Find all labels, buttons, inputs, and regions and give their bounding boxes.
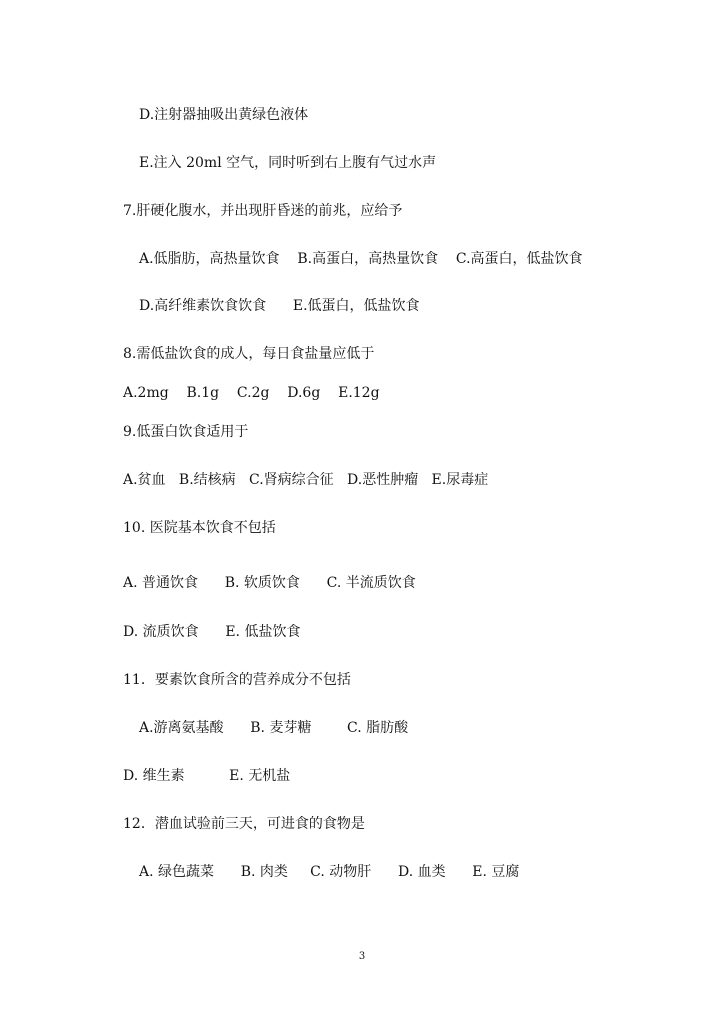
question-10: 10. 医院基本饮食不包括 — [123, 520, 276, 536]
question-7-options-abc: A.低脂肪，高热量饮食 B.高蛋白，高热量饮食 C.高蛋白，低盐饮食 — [139, 251, 583, 267]
question-9-options: A.贫血 B.结核病 C.肾病综合征 D.恶性肿瘤 E.尿毒症 — [123, 472, 489, 488]
question-7-options-de: D.高纤维素饮食饮食 E.低蛋白，低盐饮食 — [139, 298, 420, 314]
question-9: 9.低蛋白饮食适用于 — [123, 424, 249, 440]
question-8: 8.需低盐饮食的成人，每日食盐量应低于 — [123, 346, 375, 362]
option-line-e-air-injection: E.注入 20ml 空气，同时听到右上腹有气过水声 — [139, 155, 437, 171]
question-10-options-de: D. 流质饮食 E. 低盐饮食 — [123, 624, 301, 640]
question-11-options-de: D. 维生素 E. 无机盐 — [123, 768, 291, 784]
question-8-options: A.2mg B.1g C.2g D.6g E.12g — [123, 385, 380, 401]
question-11: 11．要素饮食所含的营养成分不包括 — [123, 672, 351, 688]
question-12: 12．潜血试验前三天，可进食的食物是 — [123, 816, 365, 832]
page-number: 3 — [358, 951, 366, 962]
question-7: 7.肝硬化腹水，并出现肝昏迷的前兆，应给予 — [123, 203, 403, 219]
question-12-options: A. 绿色蔬菜 B. 肉类 C. 动物肝 D. 血类 E. 豆腐 — [139, 864, 520, 880]
question-10-options-abc: A. 普通饮食 B. 软质饮食 C. 半流质饮食 — [123, 575, 416, 591]
option-line-d-syringe: D.注射器抽吸出黄绿色液体 — [139, 107, 309, 123]
question-11-options-abc: A.游离氨基酸 B. 麦芽糖 C. 脂肪酸 — [139, 720, 409, 736]
